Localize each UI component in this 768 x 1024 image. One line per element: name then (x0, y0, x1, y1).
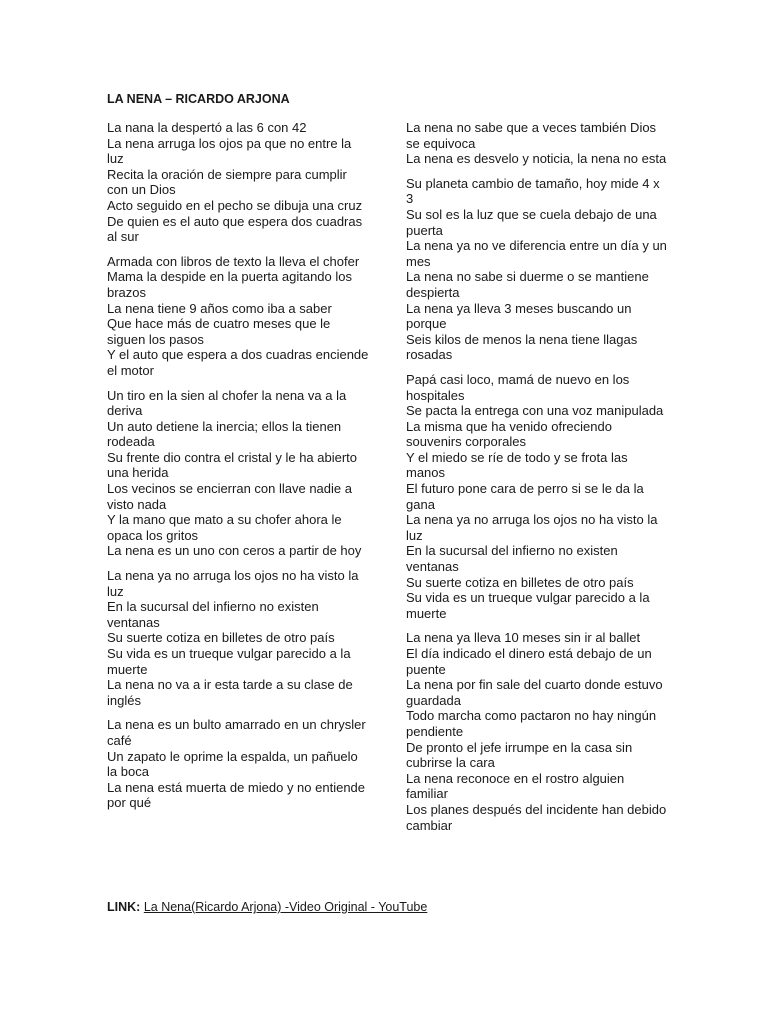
lyric-line: Armada con libros de texto la lleva el chofer (107, 253, 360, 269)
lyric-line: Y la mano que mato a su chofer ahora le opaca los gritos (107, 512, 342, 543)
lyric-line: En la sucursal del infierno no existen ventanas (107, 599, 319, 630)
lyric-line: En la sucursal del infierno no existen ventanas (406, 543, 618, 575)
lyric-line: Y el miedo se ríe de todo y se frota las manos (406, 449, 628, 481)
lyric-line: Todo marcha como pactaron no hay ningún pendiente (406, 708, 657, 739)
lyric-line: Su vida es un trueque vulgar parecido a la muerte (406, 590, 650, 621)
lyric-line: La nena es un bulto amarrado en un chrysler café (107, 717, 366, 748)
lyric-line: Mama la despide en la puerta agitando los brazos (107, 269, 352, 300)
lyric-line: Los vecinos se encierran con llave nadie a visto nada (107, 481, 352, 512)
lyric-line: Su planeta cambio de tamaño, hoy mide 4 x 3 (406, 175, 660, 207)
document-title: LA NENA – RICARDO ARJONA (107, 92, 290, 106)
lyric-line: La nena ya no arruga los ojos no ha visto la luz (107, 568, 359, 599)
lyric-line: Seis kilos de menos la nena tiene llagas rosadas (406, 331, 638, 363)
stanza (107, 254, 369, 379)
lyric-line: Su suerte cotiza en billetes de otro país (107, 630, 335, 646)
lyric-line: La nena no va a ir esta tarde a su clase de inglés (107, 677, 353, 708)
lyric-line: Se pacta la entrega con una voz manipulada (406, 403, 664, 419)
lyric-line: Su vida es un trueque vulgar parecido a la muerte (107, 646, 351, 677)
link-row (107, 900, 427, 914)
lyric-line: La nena ya lleva 10 meses sin ir al ballet (406, 630, 641, 646)
lyric-line: Y el auto que espera a dos cuadras enciende el motor (107, 347, 369, 378)
lyric-line: La misma que ha venido ofreciendo souvenirs corporales (406, 418, 612, 450)
stanza (406, 630, 668, 833)
link-label: LINK: (107, 900, 141, 914)
stanza (107, 717, 369, 811)
lyric-line: De pronto el jefe irrumpe en la casa sin cubrirse la cara (406, 739, 633, 771)
stanza (107, 388, 369, 560)
lyric-line: Su sol es la luz que se cuela debajo de una puerta (406, 206, 657, 238)
lyric-line: Un zapato le oprime la espalda, un pañuelo la boca (107, 748, 358, 780)
lyric-line: La nena está muerta de miedo y no entiende por qué (107, 779, 366, 811)
lyric-line: Papá casi loco, mamá de nuevo en los hospitales (406, 371, 630, 403)
stanza (406, 120, 668, 167)
lyric-line: De quien es el auto que espera dos cuadras al sur (107, 213, 363, 245)
lyric-line: La nena por fin sale del cuarto donde estuvo guardada (406, 677, 663, 708)
lyric-line: Acto seguido en el pecho se dibuja una cruz (107, 197, 363, 213)
lyric-line: Los planes después del incidente han debido cambiar (406, 801, 667, 833)
lyric-line: La nena reconoce en el rostro alguien familiar (406, 770, 625, 802)
lyric-line: La nena ya lleva 3 meses buscando un porque (406, 300, 632, 332)
lyric-line: Un auto detiene la inercia; ellos la tienen rodeada (107, 418, 342, 450)
lyrics-left-column (107, 120, 369, 820)
lyric-line: El futuro pone cara de perro si se le da la gana (406, 481, 644, 512)
stanza (406, 372, 668, 622)
lyric-line: La nena ya no ve diferencia entre un día y un mes (406, 238, 667, 269)
lyric-line: La nena no sabe que a veces también Dios se equivoca (406, 120, 657, 151)
lyric-line: El día indicado el dinero está debajo de un puente (406, 646, 652, 677)
lyric-line: Un tiro en la sien al chofer la nena va a la deriva (107, 387, 347, 419)
stanza (107, 120, 369, 245)
lyric-line: Su frente dio contra el cristal y le ha abierto una herida (107, 449, 358, 481)
lyric-line: Su suerte cotiza en billetes de otro país (406, 574, 634, 590)
lyric-line: Recita la oración de siempre para cumplir con un Dios (107, 166, 347, 198)
lyric-line: La nena es desvelo y noticia, la nena no esta (406, 151, 667, 167)
lyric-line: Que hace más de cuatro meses que le siguen los pasos (107, 316, 331, 347)
stanza (107, 568, 369, 708)
lyrics-right-column (406, 120, 668, 842)
lyric-line: La nena ya no arruga los ojos no ha visto la luz (406, 512, 658, 543)
lyric-line: La nena no sabe si duerme o se mantiene despierta (406, 269, 649, 300)
stanza (406, 176, 668, 363)
lyric-line: La nena es un uno con ceros a partir de hoy (107, 543, 362, 559)
lyric-line: La nana la despertó a las 6 con 42 (107, 120, 307, 135)
lyric-line: La nena arruga los ojos pa que no entre la luz (107, 135, 352, 167)
lyric-line: La nena tiene 9 años como iba a saber (107, 300, 332, 316)
youtube-link[interactable]: La Nena(Ricardo Arjona) -Video Original - YouTube (143, 900, 428, 914)
